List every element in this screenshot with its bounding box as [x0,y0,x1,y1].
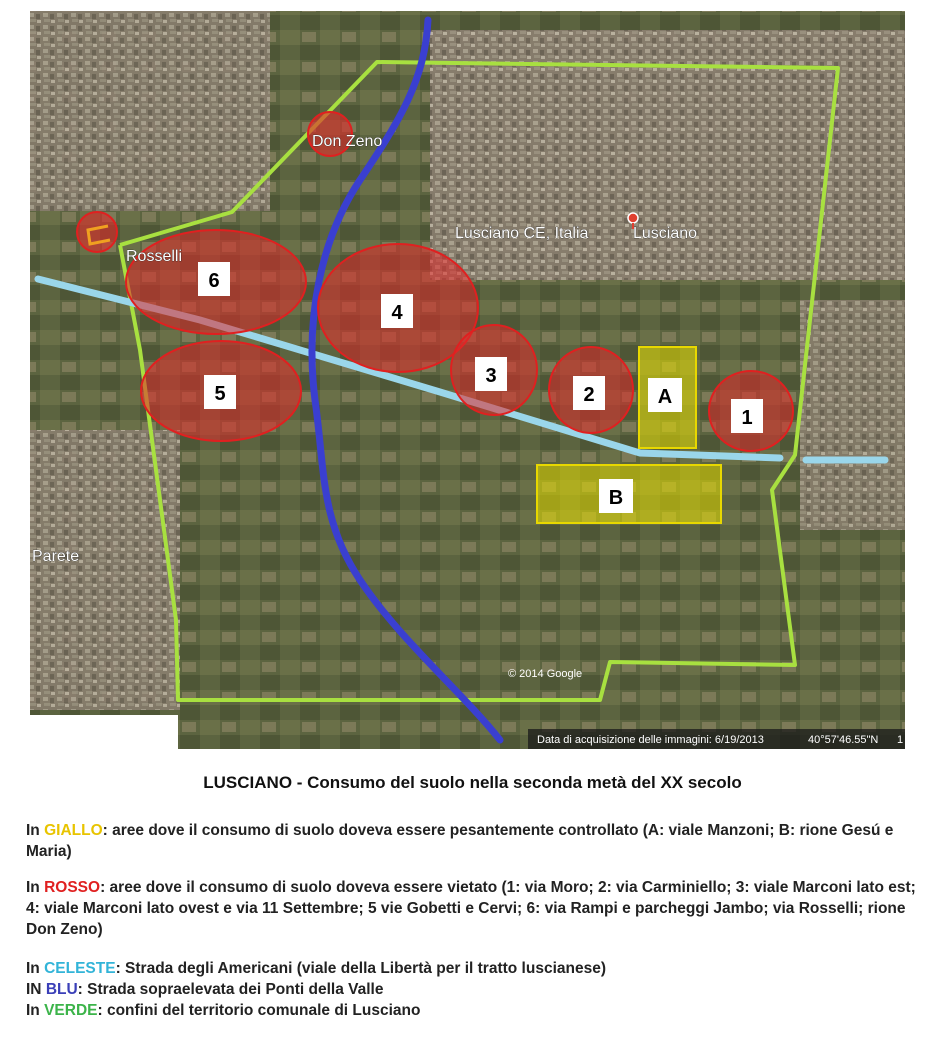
legend-yellow-word: GIALLO [44,822,103,839]
place-label-lusciano: Lusciano [633,225,698,242]
zone-label-6: 6 [208,270,220,292]
place-label-don-zeno: Don Zeno [312,133,383,150]
legend-red-prefix: In [26,879,45,896]
legend-green-text: : confini del territorio comunale di Lusciano [97,1002,421,1019]
legend-title: LUSCIANO - Consumo del suolo nella seconda metà del XX secolo [203,773,742,792]
legend-yellow [26,820,921,862]
zone-label-4: 4 [391,302,403,324]
place-label-parete: Parete [32,548,80,565]
place-label-lusciano-ce: Lusciano CE, Italia [455,225,589,242]
legend-blue [26,979,921,1000]
legend-red-word: ROSSO [44,879,101,896]
acquisition-date: Data di acquisizione delle immagini: 6/19/2013 [537,734,764,746]
zone-label-b: B [608,487,624,509]
urban-area-west [30,11,270,211]
zone-label-5: 5 [214,383,226,405]
legend-blue-text: : Strada sopraelevata dei Ponti della Valle [77,981,384,998]
zone-label-a: A [657,386,673,408]
legend-red-text: : aree dove il consumo di suolo doveva essere vietato (1: via Moro; 2: via Carminiello; 3: viale Marconi lato est; 4: viale Marconi lato ovest e via 11 Settembre; 5 vie Gobetti e Cervi; 6: via Rampi e parcheggi Jambo; via Rosselli; rione Don Zeno) [26,879,916,938]
legend-cyan-word: CELESTE [44,960,116,977]
legend-blue-prefix: IN [26,981,46,998]
zone-label-3: 3 [485,365,497,387]
legend-green-word: VERDE [44,1002,98,1019]
legend-red [26,877,921,940]
legend-cyan-text: : Strada degli Americani (viale della Libertà per il tratto luscianese) [115,960,606,977]
legend-green-prefix: In [26,1002,45,1019]
legend-yellow-prefix: In [26,822,45,839]
map-attribution: © 2014 Google [508,668,583,680]
legend-yellow-text: : aree dove il consumo di suolo doveva essere pesantemente controllato (A: viale Manzoni; B: rione Gesú e Maria) [26,822,894,860]
legend-blue-word: BLU [45,981,78,998]
legend-cyan [26,958,921,979]
zone-label-2: 2 [583,384,595,406]
urban-area-east [800,300,905,530]
legend-cyan-prefix: In [26,960,45,977]
coordinate-readout-tail: 1 [897,734,904,746]
legend-green [26,1000,921,1021]
place-label-rosselli: Rosselli [126,248,183,265]
red-zone-rosselli [77,212,117,252]
zone-label-1: 1 [741,407,753,429]
coordinate-readout: 40°57'46.55"N [808,734,879,746]
map-margin-white [30,715,178,749]
